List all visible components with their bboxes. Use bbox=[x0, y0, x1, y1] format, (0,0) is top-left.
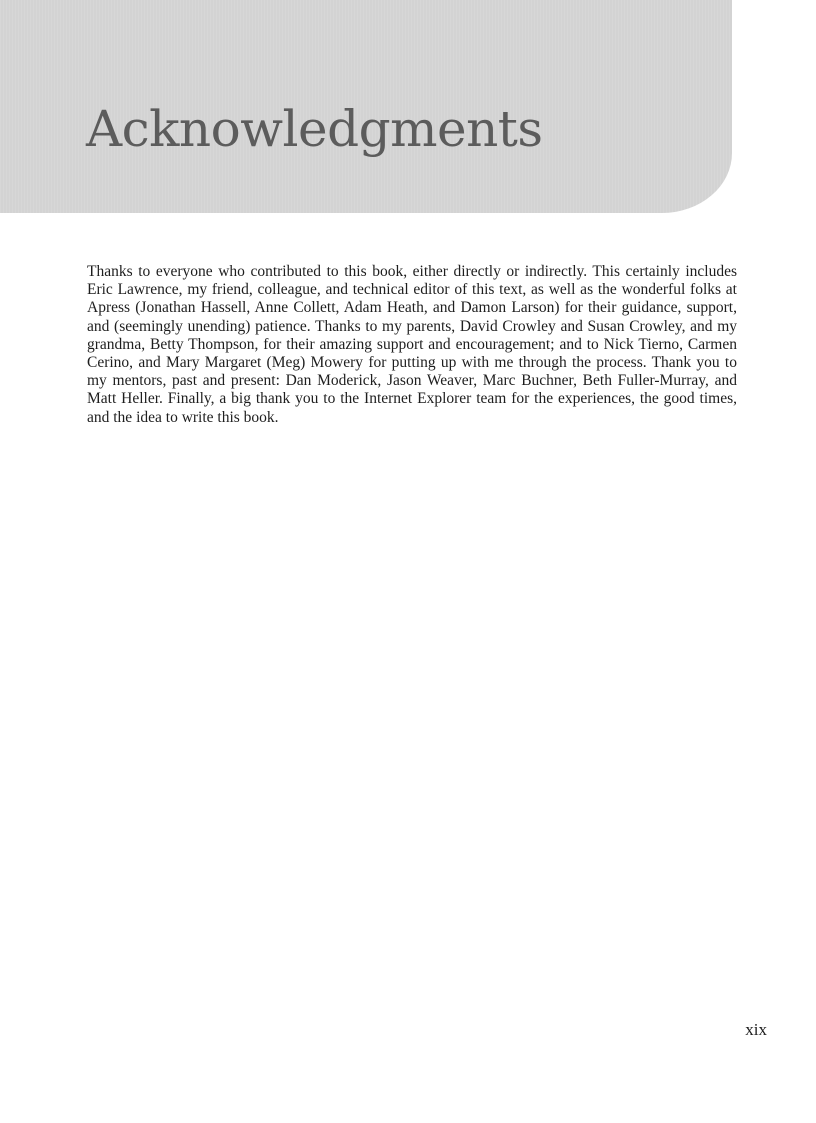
chapter-title: Acknowledgments bbox=[86, 100, 543, 158]
acknowledgments-paragraph: Thanks to everyone who contributed to this book, either directly or indirectly. This certainly includes Eric Lawrence, my friend, colleague, and technical editor of this text, as well as the wonderful folks at Apress (Jonathan Hassell, Anne Collett, Adam Heath, and Damon Larson) for their guidance, support, and (seemingly unending) patience. Thanks to my parents, David Crowley and Susan Crowley, and my grandma, Betty Thompson, for their amazing support and encouragement; and to Nick Tierno, Carmen Cerino, and Mary Margaret (Meg) Mowery for putting up with me through the process. Thank you to my mentors, past and present: Dan Moderick, Jason Weaver, Marc Buchner, Beth Fuller-Murray, and Matt Heller. Finally, a big thank you to the Internet Explorer team for the experiences, the good times, and the idea to write this book. bbox=[87, 263, 737, 426]
page-number: xix bbox=[745, 1020, 767, 1039]
